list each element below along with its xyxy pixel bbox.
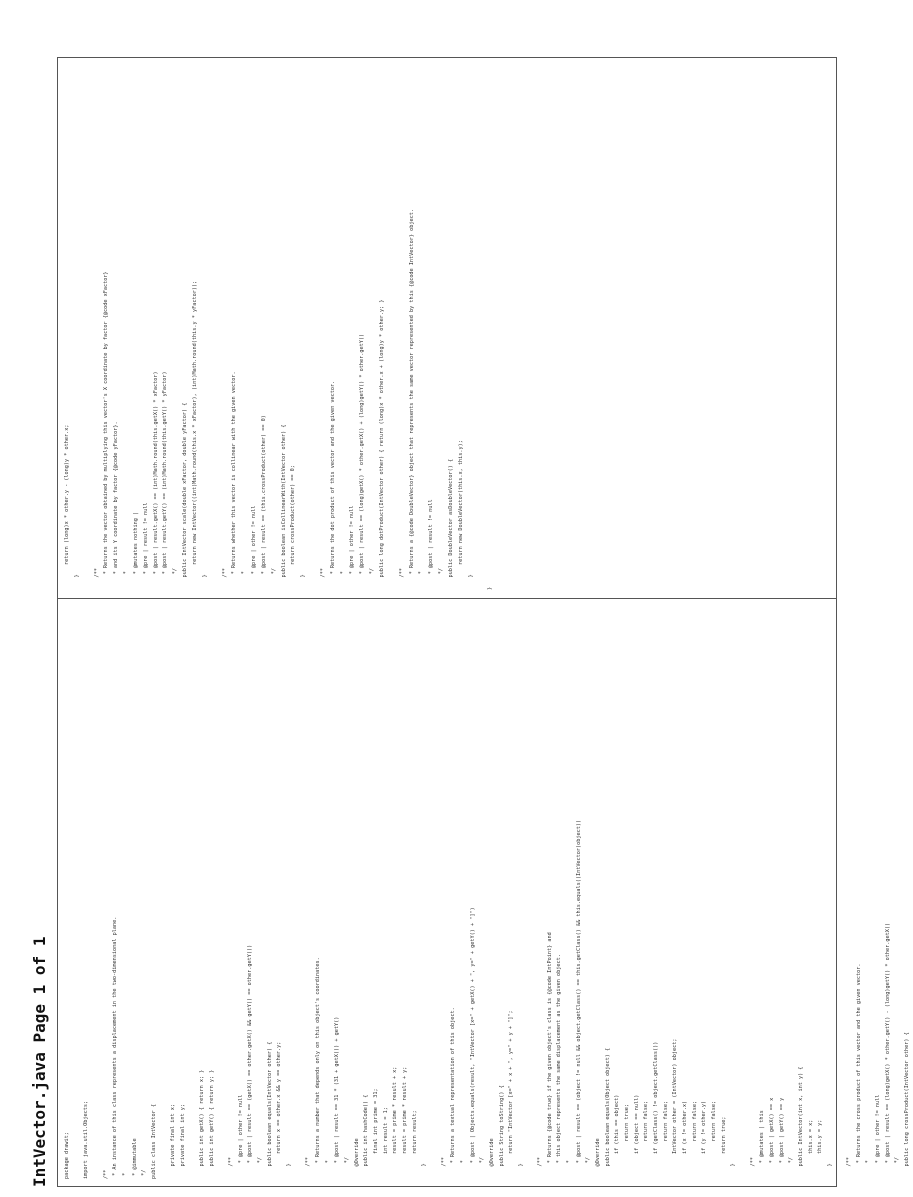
code-line: * @post | getY() == y: [778, 1097, 785, 1179]
code-line: return x == other.x && y == other.y;: [276, 1041, 283, 1179]
code-line: /**: [440, 1157, 447, 1179]
code-line: *: [339, 571, 346, 590]
code-line: * An instance of this class represents a displacement in the two-dimensional plane.: [112, 916, 119, 1179]
code-line: * @post | result == (long)getX() * other.getY() - (long)getY() * other.getX(): [884, 922, 891, 1179]
code-line: /**: [102, 1169, 109, 1179]
code-line: return false;: [691, 1100, 698, 1179]
code-line: *: [123, 571, 130, 590]
column-divider: [57, 598, 837, 599]
code-line: @Override: [595, 1138, 602, 1179]
code-line: if (object == null): [633, 1094, 640, 1179]
code-line: * this object represents the same displacement as the given object.: [556, 954, 563, 1179]
code-line: public boolean equals(Object object) {: [604, 1047, 611, 1179]
code-line: }: [826, 1163, 833, 1179]
code-line: }: [730, 1163, 737, 1179]
code-line: [73, 820, 83, 1179]
code-line: return (long)x * other.y - (long)y * other.x;: [64, 424, 70, 590]
code-line: */: [585, 1157, 592, 1179]
code-line: * @post | result == (this.crossProduct(other) == 0): [260, 415, 267, 590]
code-line: /**: [305, 1157, 312, 1179]
code-line: [218, 820, 228, 1179]
code-line: int result = 1;: [382, 1107, 389, 1179]
code-line: * @pre | other != null: [251, 505, 258, 590]
code-line: *: [241, 571, 248, 590]
code-line: public String toString() {: [498, 1085, 505, 1179]
code-line: }: [286, 1163, 293, 1179]
code-line: * @post | result == (getX() == other.getX() && getY() == other.getY()): [247, 944, 254, 1179]
code-line: public boolean equals(IntVector other) {: [266, 1041, 273, 1179]
code-line: public IntVector(int x, int y) {: [797, 1066, 804, 1179]
code-line: * and its Y coordinate by factor {@code yFactor}.: [113, 421, 120, 590]
code-line: [92, 820, 102, 1179]
code-line: *: [121, 1172, 128, 1179]
code-line: [430, 820, 440, 1179]
code-line: [83, 209, 93, 590]
code-line: * Returns the dot product of this vector and the given vector.: [329, 380, 336, 590]
code-line: * @post | result.getX() == (int)Math.round(this.getX() * xFactor): [152, 371, 159, 590]
code-line: */: [257, 1157, 264, 1179]
code-line: public class IntVector {: [150, 1104, 157, 1179]
code-line: /**: [398, 568, 405, 590]
code-line: /**: [228, 1157, 235, 1179]
code-line: [527, 820, 537, 1179]
code-line: }: [201, 574, 208, 590]
code-line: final int prime = 31;: [373, 1088, 379, 1179]
code-line: [836, 820, 846, 1179]
code-line: * @post | result == (object != null && object.getClass() == this.getClass() && this.equals((IntVector)object)): [575, 819, 582, 1179]
code-line: this.x = x;: [807, 1119, 814, 1179]
code-line: private final int x;: [170, 1104, 177, 1179]
code-line: package drawit;: [64, 1132, 70, 1179]
code-line: */: [894, 1157, 901, 1179]
code-line: * @post | Objects.equals(result, "IntVector [x=" + getX() + ", y=" + getY() + "]"): [469, 907, 476, 1179]
code-line: return false;: [710, 1100, 717, 1179]
code-line: /**: [221, 568, 228, 590]
code-line: *: [865, 1160, 872, 1179]
code-line: }: [73, 574, 80, 590]
code-line: }: [487, 586, 494, 590]
code-line: * Returns a {@code DoubleVector} object that represents the same vector represented by this {@code IntVector} object.: [408, 208, 415, 590]
code-line: public int hashCode() {: [363, 1094, 370, 1179]
code-line: }: [517, 1163, 524, 1179]
code-line: return true;: [624, 1104, 631, 1179]
code-line: * Returns the cross product of this vector and the given vector.: [855, 963, 862, 1179]
code-line: return new IntVector((int)Math.round(this.x * xFactor), (int)Math.round(this.y * yFactor));: [191, 280, 198, 590]
code-line: public int getX() { return x; }: [199, 1069, 206, 1179]
code-column-left: [63, 820, 913, 1179]
code-line: this.y = y;: [817, 1119, 824, 1179]
code-line: return false;: [662, 1100, 669, 1179]
code-line: [309, 209, 319, 590]
code-line: }: [300, 574, 307, 590]
code-line: * @pre | other != null: [875, 1094, 882, 1179]
code-line: [211, 209, 221, 590]
code-line: @Override: [353, 1138, 360, 1179]
code-line: */: [141, 1169, 148, 1179]
code-line: public IntVector scale(double xFactor, double yFactor) {: [182, 402, 189, 590]
code-line: * Returns {@code true} if the given object's class is {@code IntPoint} and: [546, 932, 553, 1179]
code-column-right: [63, 209, 496, 590]
code-line: * @post | getX() == x: [768, 1097, 775, 1179]
code-line: *: [459, 1160, 466, 1179]
code-line: * @mutates nothing |: [132, 511, 139, 590]
code-line: [739, 820, 749, 1179]
code-line: private final int y;: [179, 1104, 186, 1179]
code-line: [476, 209, 486, 590]
code-line: public long crossProduct(IntVector other) {: [904, 1032, 911, 1179]
code-line: return false;: [643, 1100, 650, 1179]
code-line: */: [172, 568, 179, 590]
code-line: result = prime * result + x;: [392, 1066, 399, 1179]
code-line: * @pre | other != null: [237, 1094, 244, 1179]
code-line: if (y != other.y): [701, 1100, 708, 1179]
code-line: */: [344, 1157, 351, 1179]
code-line: /**: [537, 1157, 544, 1179]
code-line: [160, 820, 170, 1179]
code-line: * Returns the vector obtained by multiplying this vector's X coordinate by factor {@code xFactor}: [103, 271, 110, 590]
code-line: public boolean isCollinearWith(IntVector other) {: [280, 424, 287, 590]
code-line: public DoubleVector asDoubleVector() {: [447, 458, 454, 590]
code-line: }: [421, 1163, 428, 1179]
code-line: IntVector other = (IntVector) object;: [672, 1038, 679, 1179]
code-line: * @pre | other != null: [349, 505, 356, 590]
code-line: * @immutable: [131, 1138, 138, 1179]
code-line: * Returns whether this vector is collinear with the given vector.: [231, 371, 238, 590]
code-line: return "IntVector [x=" + x + ", y=" + y + "]";: [508, 1010, 515, 1179]
code-line: return result;: [411, 1110, 418, 1179]
code-line: [388, 209, 398, 590]
code-line: }: [467, 574, 474, 590]
code-line: * Returns a textual representation of this object.: [450, 1007, 457, 1179]
code-line: [295, 820, 305, 1179]
code-line: /**: [846, 1157, 853, 1179]
code-line: * Returns a number that depends only on this object's coordinates.: [315, 957, 322, 1179]
code-line: */: [479, 1157, 486, 1179]
code-line: public long dotProduct(IntVector other) { return (long)x * other.x + (long)y * other.y; }: [379, 299, 385, 590]
code-line: */: [438, 568, 445, 590]
code-line: public int getY() { return y; }: [208, 1069, 215, 1179]
code-line: */: [788, 1157, 795, 1179]
code-line: /**: [319, 568, 326, 590]
code-line: return crossProduct(other) == 0;: [290, 465, 297, 590]
code-line: * @post | result == (long)getX() * other.getX() + (long)getY() * other.getY(): [359, 333, 366, 590]
code-line: [189, 820, 199, 1179]
code-line: if (x != other.x): [682, 1100, 688, 1179]
code-line: /**: [749, 1157, 756, 1179]
code-line: result = prime * result + y;: [401, 1066, 408, 1179]
page-title: IntVector.java Page 1 of 1: [30, 936, 49, 1187]
code-line: if (this == object): [614, 1094, 621, 1179]
code-line: if (getClass() != object.getClass()): [653, 1041, 660, 1179]
code-line: *: [566, 1160, 573, 1179]
code-line: * @post | result.getY() == (int)Math.round(this.getY() * yFactor): [162, 371, 169, 590]
code-line: return true;: [720, 1116, 727, 1179]
code-line: return new DoubleVector(this.x, this.y);: [457, 440, 464, 590]
code-line: *: [418, 571, 425, 590]
code-line: *: [324, 1160, 331, 1179]
code-line: * @post | result != null: [428, 499, 435, 590]
code-line: * @pre | result != null: [142, 502, 149, 590]
code-line: * @mutates | this: [759, 1110, 766, 1179]
code-line: * @post | result == 31 * (31 + getX()) + getY(): [334, 1016, 341, 1179]
code-line: @Override: [488, 1138, 495, 1179]
code-line: */: [270, 568, 277, 590]
code-line: import java.util.Objects;: [83, 1100, 90, 1179]
code-line: /**: [93, 568, 100, 590]
code-line: */: [369, 568, 376, 590]
